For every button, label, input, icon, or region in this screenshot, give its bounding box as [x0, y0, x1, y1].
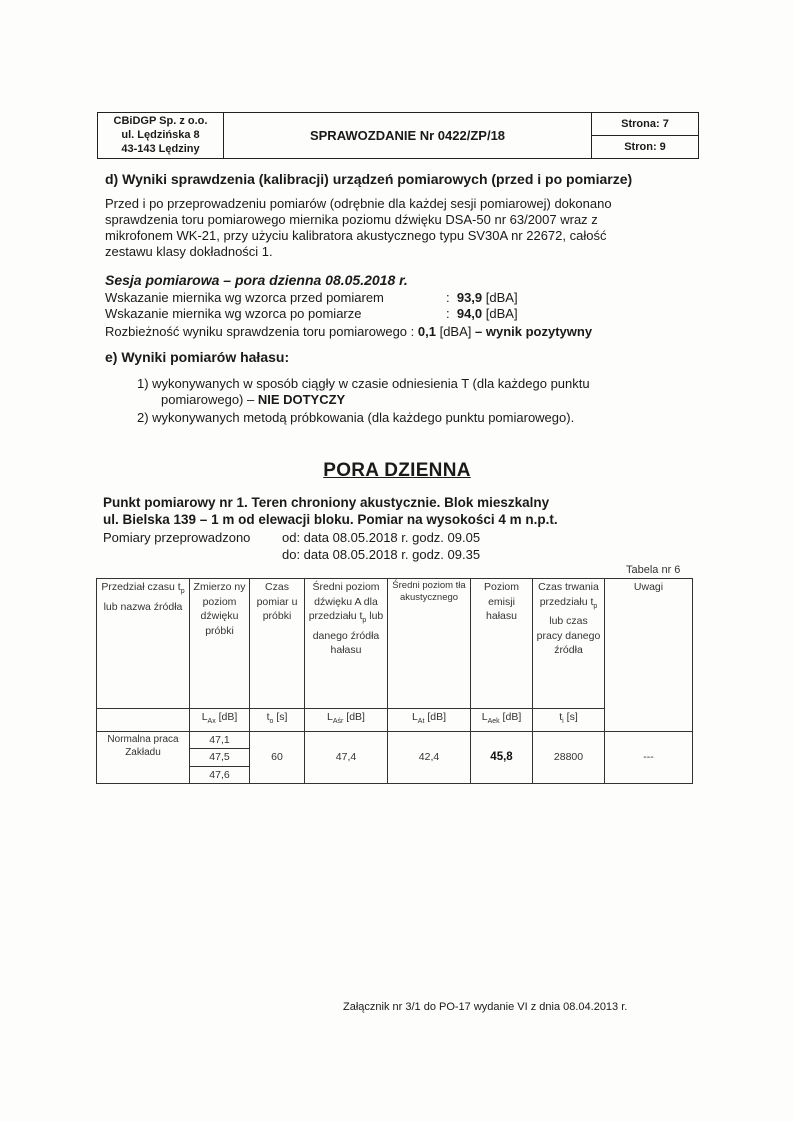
average-level: 47,4 [305, 731, 388, 784]
section-e-item-1 [137, 376, 590, 408]
header-background-level: Średni poziom tła akustycznego [388, 579, 471, 709]
paragraph-line: sprawdzenia toru pomiarowego miernika poziomu dźwięku DSA-50 nr 63/2007 wraz z [105, 212, 598, 227]
remarks: --- [605, 731, 693, 784]
paragraph-line: mikrofonem WK-21, przy użyciu kalibratora akustycznego typu SV30A nr 22672, całość [105, 228, 607, 243]
sample-value: 47,1 [190, 731, 250, 749]
after-label: Wskazanie miernika wg wzorca po pomiarze [105, 306, 362, 321]
from-text: od: data 08.05.2018 r. godz. 09.05 [282, 530, 481, 545]
pora-title: PORA DZIENNA [323, 460, 471, 481]
before-value-row: : 93,9 [dBA] [446, 290, 518, 305]
page-count: Stron: 9 [624, 141, 666, 153]
header-average-level: Średni poziom dźwięku A dla przedziału $t_p$ lub danego źródła hałasu [305, 579, 388, 709]
units-empty [97, 709, 190, 732]
divergence-value: 0,1 [417, 324, 436, 339]
header-time-interval: Przedział czasu $t_p$ lub nazwa źródła [97, 579, 190, 709]
divergence-row [105, 324, 592, 340]
table-label: Tabela nr 6 [626, 564, 681, 576]
header-sample-time: Czas pomiar u próbki [250, 579, 305, 709]
footer-note: Załącznik nr 3/1 do PO-17 wydanie VI z dnia 08.04.2013 r. [343, 1001, 628, 1013]
point-line-2: ul. Bielska 139 – 1 m od elewacji bloku. Pomiar na wysokości 4 m n.p.t. [103, 512, 558, 527]
table-units-row [97, 709, 693, 732]
row-name: Normalna praca Zakładu [97, 731, 190, 784]
not-applicable-text: NIE DOTYCZY [257, 392, 346, 407]
session-title: Sesja pomiarowa – pora dzienna 08.05.2018 r. [105, 272, 408, 288]
report-header [97, 112, 699, 159]
company-info [98, 113, 224, 159]
company-name: CBiDGP Sp. z o.o. [113, 115, 208, 127]
measurement-table [96, 578, 693, 784]
header-duration: Czas trwania przedziału $t_p$ lub czas pracy danego źródła [533, 579, 605, 709]
result-text: – wynik pozytywny [475, 324, 593, 339]
before-measurement-row [105, 290, 384, 306]
unit-ti: $t_i$ [s] [533, 709, 605, 732]
unit-to: $t_o$ [s] [250, 709, 305, 732]
paragraph-line: Przed i po przeprowadzeniu pomiarów (odrębnie dla każdej sesji pomiarowej) dokonano [105, 196, 612, 211]
unit-laek: $L_{Aek}$ [dB] [471, 709, 533, 732]
table-header-row [97, 579, 693, 709]
section-d-title: d) Wyniki sprawdzenia (kalibracji) urządzeń pomiarowych (przed i po pomiarze) [105, 171, 633, 187]
before-label: Wskazanie miernika wg wzorca przed pomiarem [105, 290, 384, 305]
after-measurement-row [105, 306, 361, 322]
point-line-1: Punkt pomiarowy nr 1. Teren chroniony akustycznie. Blok mieszkalny [103, 495, 550, 510]
table-row [97, 731, 693, 749]
unit: [dBA] [485, 290, 518, 305]
sample-duration: 60 [250, 731, 305, 784]
item-1-text: pomiarowego) – [161, 392, 258, 407]
sample-value: 47,6 [190, 766, 250, 784]
background-level: 42,4 [388, 731, 471, 784]
section-d-paragraph [105, 196, 612, 260]
paragraph-line: zestawu klasy dokładności 1. [105, 244, 273, 259]
to-text: do: data 08.05.2018 r. godz. 09.35 [282, 547, 481, 562]
section-e-item-2: 2) wykonywanych metodą próbkowania (dla każdego punktu pomiarowego). [137, 410, 575, 425]
company-street: ul. Lędzińska 8 [121, 129, 200, 141]
item-1-line-2 [137, 392, 590, 408]
emission-level: 45,8 [471, 731, 533, 784]
divergence-label: Rozbieżność wyniku sprawdzenia toru pomiarowego : [105, 324, 415, 339]
company-city: 43-143 Lędziny [121, 143, 200, 155]
after-value-row: : 94,0 [dBA] [446, 306, 518, 321]
page-number: Strona: 7 [592, 113, 698, 136]
report-title: SPRAWOZDANIE Nr 0422/ZP/18 [224, 113, 592, 158]
conducted-label: Pomiary przeprowadzono [103, 530, 251, 545]
duration-time: 28800 [533, 731, 605, 784]
unit-lasr: $L_{Aśr}$ [dB] [305, 709, 388, 732]
section-e-title: e) Wyniki pomiarów hałasu: [105, 349, 290, 365]
sample-value: 47,5 [190, 749, 250, 767]
page-info [592, 113, 698, 158]
unit: [dBA] [439, 324, 472, 339]
item-1-line-1: 1) wykonywanych w sposób ciągły w czasie odniesienia T (dla każdego punktu [137, 376, 590, 391]
header-remarks: Uwagi [605, 579, 693, 732]
header-measured-level: Zmierzo ny poziom dźwięku próbki [190, 579, 250, 709]
after-value: 94,0 [456, 306, 483, 321]
before-value: 93,9 [456, 290, 483, 305]
unit: [dBA] [485, 306, 518, 321]
header-emission-level: Poziom emisji hałasu [471, 579, 533, 709]
unit-lat: $L_{At}$ [dB] [388, 709, 471, 732]
unit-lax: $L_{Ax}$ [dB] [190, 709, 250, 732]
